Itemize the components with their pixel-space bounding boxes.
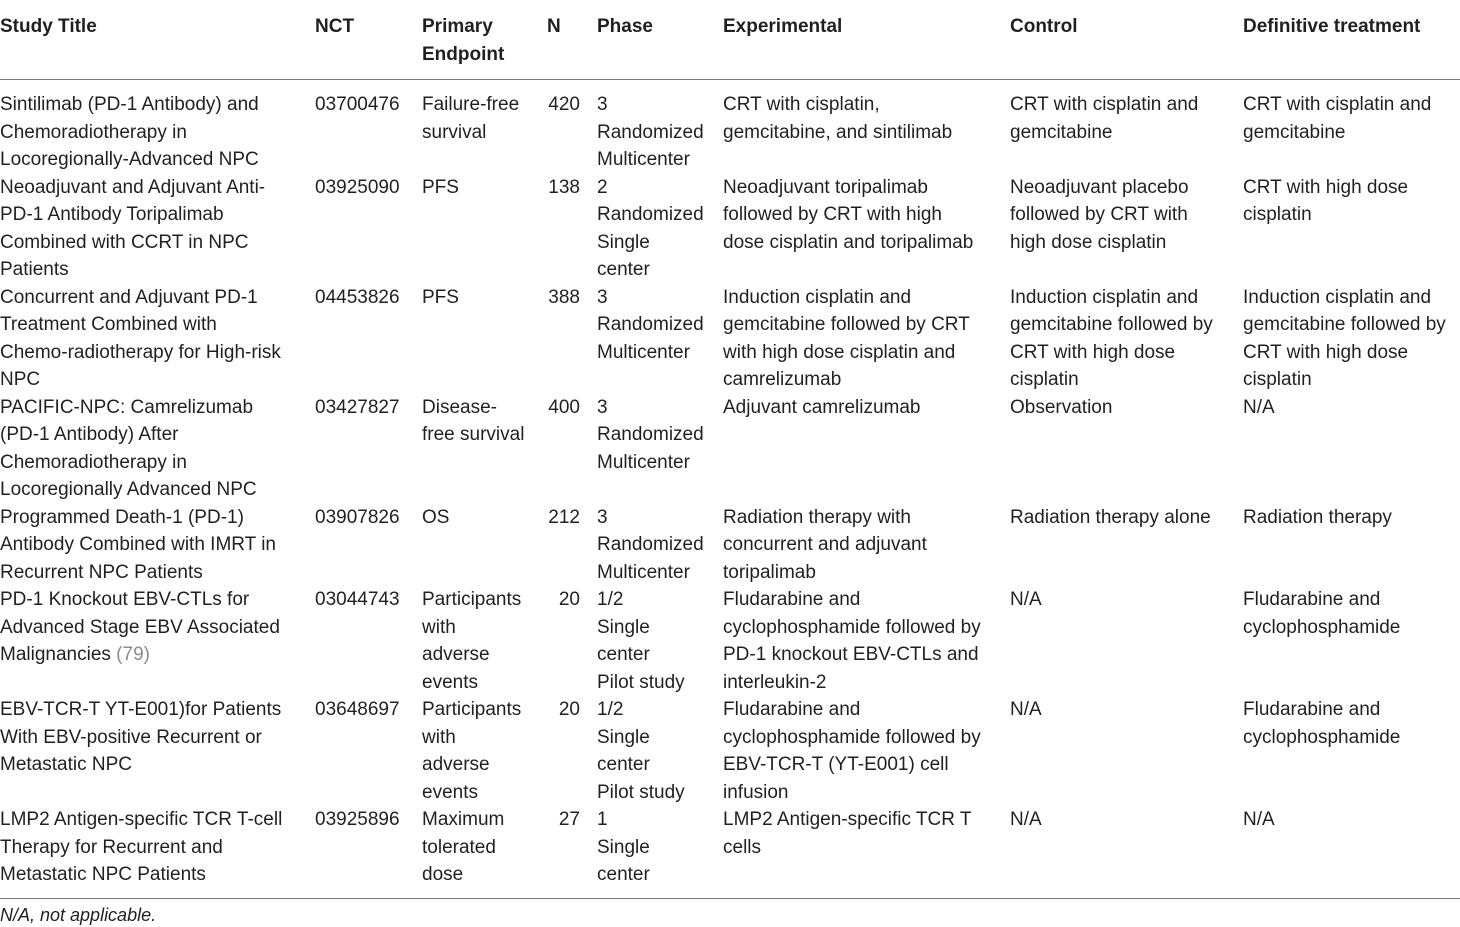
primary-endpoint-cell-line: adverse [422, 754, 490, 775]
definitive-treatment-cell-line: Fludarabine and [1243, 699, 1381, 720]
control-cell-line: N/A [1010, 589, 1042, 610]
control-cell [1010, 696, 1243, 806]
nct-cell: 03427827 [315, 396, 400, 418]
table-row [0, 504, 1460, 587]
definitive-treatment-cell-line: gemcitabine [1243, 121, 1346, 143]
experimental-cell-line: toripalimab [723, 561, 816, 583]
primary-endpoint-cell-line: with [422, 726, 456, 748]
definitive-treatment-cell-line: CRT with cisplatin and [1243, 94, 1432, 115]
phase-cell [597, 504, 723, 587]
control-cell-line: CRT with high dose [1010, 341, 1176, 363]
study-title-cell [0, 806, 315, 898]
n-cell: 212 [548, 506, 580, 528]
study-title-cell-line: Patients [0, 259, 69, 280]
study-title-cell-line: Locoregionally Advanced NPC [0, 479, 257, 500]
definitive-treatment-cell-line: cyclophosphamide [1243, 616, 1401, 638]
experimental-cell-line: cyclophosphamide followed by [723, 726, 981, 748]
study-title-cell-line [0, 641, 315, 669]
experimental-cell [723, 174, 1010, 284]
control-cell-line: followed by CRT with [1010, 204, 1188, 225]
control-cell-line: Observation [1010, 396, 1113, 418]
phase-cell-line: Multicenter [597, 451, 690, 473]
definitive-treatment-cell [1243, 174, 1460, 284]
definitive-treatment-cell [1243, 586, 1460, 696]
phase-cell [597, 284, 723, 394]
nct-cell: 03925090 [315, 176, 400, 198]
study-title-cell-line: Advanced Stage EBV Associated [0, 616, 280, 638]
primary-endpoint-cell-line: tolerated [422, 836, 496, 858]
experimental-cell-line: cells [723, 836, 762, 858]
phase-cell-line: center [597, 754, 650, 775]
nct-cell: 03907826 [315, 506, 400, 528]
primary-endpoint-cell-line: Disease- [422, 396, 497, 418]
definitive-treatment-cell-line: cisplatin [1243, 204, 1312, 225]
control-cell-line: Radiation therapy alone [1010, 506, 1211, 528]
experimental-cell [723, 586, 1010, 696]
study-title-cell-line: Neoadjuvant and Adjuvant Anti- [0, 176, 266, 198]
nct-cell: 03700476 [315, 94, 400, 115]
primary-endpoint-cell-line: dose [422, 864, 464, 885]
header-n: N [547, 0, 597, 80]
phase-cell [597, 174, 723, 284]
primary-endpoint-cell-line: events [422, 781, 478, 803]
study-title-cell-line: Metastatic NPC Patients [0, 864, 206, 885]
definitive-treatment-cell-line: cisplatin [1243, 369, 1312, 390]
study-title-cell [0, 586, 315, 696]
phase-cell-line: Pilot study [597, 781, 685, 803]
experimental-cell-line: interleukin-2 [723, 671, 827, 693]
experimental-cell-line: Fludarabine and [723, 589, 861, 610]
table-body [0, 80, 1460, 899]
phase-cell [597, 586, 723, 696]
definitive-treatment-cell-line: CRT with high dose [1243, 176, 1409, 198]
primary-endpoint-cell-line: OS [422, 506, 450, 528]
n-cell: 400 [548, 396, 580, 418]
study-title-cell-line: Treatment Combined with [0, 314, 217, 335]
experimental-cell-line: gemcitabine followed by CRT [723, 314, 970, 335]
study-title-cell-line: NPC [0, 369, 41, 390]
header-primary-endpoint [422, 0, 547, 80]
primary-endpoint-cell-line: survival [422, 121, 487, 143]
experimental-cell-line: cyclophosphamide followed by [723, 616, 981, 638]
phase-cell-line: Multicenter [597, 341, 690, 363]
study-title-cell-line: Concurrent and Adjuvant PD-1 [0, 286, 258, 308]
definitive-treatment-cell-line: N/A [1243, 396, 1275, 418]
phase-cell-line: Randomized [597, 121, 704, 143]
table-header-row [0, 0, 1460, 80]
primary-endpoint-cell-line: free survival [422, 424, 525, 445]
control-cell-line: N/A [1010, 809, 1042, 830]
study-title-cell-line: Therapy for Recurrent and [0, 836, 223, 858]
primary-endpoint-cell [422, 80, 547, 174]
primary-endpoint-cell-line: events [422, 671, 478, 693]
experimental-cell-line: EBV-TCR-T (YT-E001) cell [723, 754, 949, 775]
primary-endpoint-cell-line: PFS [422, 176, 459, 198]
primary-endpoint-cell-line: Participants [422, 699, 522, 720]
definitive-treatment-cell [1243, 806, 1460, 898]
phase-cell-line: Multicenter [597, 561, 690, 583]
phase-cell-line: 3 [597, 286, 608, 308]
primary-endpoint-cell-line: Failure-free [422, 94, 520, 115]
phase-cell-line: center [597, 259, 650, 280]
phase-cell-line: Single [597, 616, 650, 638]
experimental-cell-line: Radiation therapy with [723, 506, 911, 528]
primary-endpoint-cell [422, 394, 547, 504]
study-title-cell-line: EBV-TCR-T YT-E001)for Patients [0, 699, 282, 720]
study-title-cell [0, 504, 315, 587]
study-title-cell [0, 394, 315, 504]
study-title-cell-line: With EBV-positive Recurrent or [0, 726, 262, 748]
study-title-cell-line: LMP2 Antigen-specific TCR T-cell [0, 809, 283, 830]
experimental-cell-line: followed by CRT with high [723, 204, 942, 225]
phase-cell-line: Pilot study [597, 671, 685, 693]
control-cell-line: cisplatin [1010, 369, 1079, 390]
experimental-cell-line: with high dose cisplatin and [723, 341, 956, 363]
definitive-treatment-cell-line: Radiation therapy [1243, 506, 1392, 528]
table-row [0, 80, 1460, 174]
definitive-treatment-cell [1243, 504, 1460, 587]
control-cell-line: Neoadjuvant placebo [1010, 176, 1189, 198]
n-cell: 388 [548, 286, 580, 308]
primary-endpoint-cell-line: with [422, 616, 456, 638]
definitive-treatment-cell-line: N/A [1243, 809, 1275, 830]
phase-cell-line: 3 [597, 94, 608, 115]
primary-endpoint-cell [422, 504, 547, 587]
primary-endpoint-cell-line: Participants [422, 589, 522, 610]
header-primary-endpoint-line2: Endpoint [422, 43, 505, 65]
header-nct: NCT [315, 0, 422, 80]
phase-cell-line: 1/2 [597, 589, 624, 610]
control-cell-line: high dose cisplatin [1010, 231, 1167, 253]
control-cell [1010, 806, 1243, 898]
n-cell: 20 [558, 699, 580, 720]
n-cell: 138 [548, 176, 580, 198]
phase-cell-line: Randomized [597, 534, 704, 555]
study-title-cell-line: PACIFIC-NPC: Camrelizumab [0, 396, 254, 418]
n-cell: 420 [548, 94, 580, 115]
definitive-treatment-cell-line: Fludarabine and [1243, 589, 1381, 610]
definitive-treatment-cell [1243, 80, 1460, 174]
phase-cell-line: 3 [597, 506, 608, 528]
experimental-cell [723, 806, 1010, 898]
experimental-cell-line: PD-1 knockout EBV-CTLs and [723, 644, 979, 665]
phase-cell-line: 1/2 [597, 699, 624, 720]
experimental-cell-line: Fludarabine and [723, 699, 861, 720]
phase-cell-line: Randomized [597, 424, 704, 445]
primary-endpoint-cell [422, 174, 547, 284]
phase-cell-line: Single [597, 726, 650, 748]
study-title-cell-line: (PD-1 Antibody) After [0, 424, 179, 445]
control-cell-line: Induction cisplatin and [1010, 286, 1199, 308]
control-cell [1010, 80, 1243, 174]
table-row [0, 284, 1460, 394]
experimental-cell [723, 696, 1010, 806]
primary-endpoint-cell-line: PFS [422, 286, 459, 308]
definitive-treatment-cell-line: gemcitabine followed by [1243, 314, 1446, 335]
reference-link[interactable]: (79) [116, 644, 150, 665]
n-cell: 20 [558, 589, 580, 610]
table-row [0, 394, 1460, 504]
study-title-cell-line: Metastatic NPC [0, 754, 132, 775]
phase-cell-line: Randomized [597, 204, 704, 225]
experimental-cell-line: LMP2 Antigen-specific TCR T [723, 809, 972, 830]
control-cell [1010, 394, 1243, 504]
study-title-cell [0, 284, 315, 394]
experimental-cell [723, 394, 1010, 504]
definitive-treatment-cell [1243, 394, 1460, 504]
experimental-cell-line: concurrent and adjuvant [723, 534, 927, 555]
experimental-cell [723, 80, 1010, 174]
header-experimental: Experimental [723, 0, 1010, 80]
study-title-cell-line: Chemoradiotherapy in [0, 451, 187, 473]
study-title-cell-line: PD-1 Antibody Toripalimab [0, 204, 224, 225]
table-footnote: N/A, not applicable. [0, 905, 157, 925]
experimental-cell-line: CRT with cisplatin, [723, 94, 880, 115]
phase-cell-line: 2 [597, 176, 608, 198]
control-cell-line: gemcitabine followed by [1010, 314, 1213, 335]
study-title-cell-line: Antibody Combined with IMRT in [0, 534, 276, 555]
experimental-cell-line: gemcitabine, and sintilimab [723, 121, 953, 143]
header-phase: Phase [597, 0, 723, 80]
header-primary-endpoint-line1: Primary [422, 16, 493, 37]
phase-cell-line: Multicenter [597, 149, 690, 170]
table-row [0, 586, 1460, 696]
study-title-cell-line: Programmed Death-1 (PD-1) [0, 506, 244, 528]
phase-cell [597, 696, 723, 806]
header-study-title: Study Title [0, 0, 315, 80]
definitive-treatment-cell [1243, 696, 1460, 806]
primary-endpoint-cell-line: Maximum [422, 809, 505, 830]
experimental-cell-line: camrelizumab [723, 369, 842, 390]
study-title-cell [0, 80, 315, 174]
nct-cell: 04453826 [315, 286, 400, 308]
definitive-treatment-cell [1243, 284, 1460, 394]
study-title-text: Malignancies [0, 644, 117, 665]
study-title-cell-line: Combined with CCRT in NPC [0, 231, 249, 253]
definitive-treatment-cell-line: cyclophosphamide [1243, 726, 1401, 748]
table-row [0, 806, 1460, 898]
experimental-cell-line: dose cisplatin and toripalimab [723, 231, 974, 253]
nct-cell: 03925896 [315, 806, 422, 898]
control-cell [1010, 174, 1243, 284]
study-title-cell [0, 696, 315, 806]
n-cell: 27 [547, 806, 597, 898]
primary-endpoint-cell [422, 284, 547, 394]
header-definitive-treatment: Definitive treatment [1243, 0, 1460, 80]
study-title-cell-line: Chemoradiotherapy in [0, 121, 187, 143]
study-title-cell-line: Recurrent NPC Patients [0, 561, 203, 583]
nct-cell: 03044743 [315, 589, 400, 610]
control-cell-line: gemcitabine [1010, 121, 1113, 143]
experimental-cell-line: Induction cisplatin and [723, 286, 912, 308]
primary-endpoint-cell [422, 586, 547, 696]
experimental-cell [723, 504, 1010, 587]
study-title-cell [0, 174, 315, 284]
phase-cell-line: 1 [597, 809, 608, 830]
phase-cell-line: center [597, 864, 650, 885]
study-title-cell-line: Locoregionally-Advanced NPC [0, 149, 259, 170]
primary-endpoint-cell [422, 806, 547, 898]
phase-cell [597, 806, 723, 898]
primary-endpoint-cell [422, 696, 547, 806]
primary-endpoint-cell-line: adverse [422, 644, 490, 665]
table-row [0, 174, 1460, 284]
phase-cell-line: Randomized [597, 314, 704, 335]
control-cell [1010, 284, 1243, 394]
definitive-treatment-cell-line: Induction cisplatin and [1243, 286, 1432, 308]
table-row [0, 696, 1460, 806]
phase-cell [597, 80, 723, 174]
experimental-cell [723, 284, 1010, 394]
study-title-cell-line: Sintilimab (PD-1 Antibody) and [0, 94, 259, 115]
experimental-cell-line: infusion [723, 781, 789, 803]
phase-cell [597, 394, 723, 504]
phase-cell-line: Single [597, 231, 650, 253]
nct-cell: 03648697 [315, 699, 400, 720]
phase-cell-line: Single [597, 836, 650, 858]
experimental-cell-line: Neoadjuvant toripalimab [723, 176, 928, 198]
study-title-cell-line: PD-1 Knockout EBV-CTLs for [0, 589, 250, 610]
phase-cell-line: center [597, 644, 650, 665]
study-title-cell-line: Chemo-radiotherapy for High-risk [0, 341, 281, 363]
control-cell [1010, 586, 1243, 696]
experimental-cell-line: Adjuvant camrelizumab [723, 396, 921, 418]
definitive-treatment-cell-line: CRT with high dose [1243, 341, 1409, 363]
control-cell [1010, 504, 1243, 587]
phase-cell-line: 3 [597, 396, 608, 418]
control-cell-line: CRT with cisplatin and [1010, 94, 1199, 115]
control-cell-line: N/A [1010, 699, 1042, 720]
header-control: Control [1010, 0, 1243, 80]
